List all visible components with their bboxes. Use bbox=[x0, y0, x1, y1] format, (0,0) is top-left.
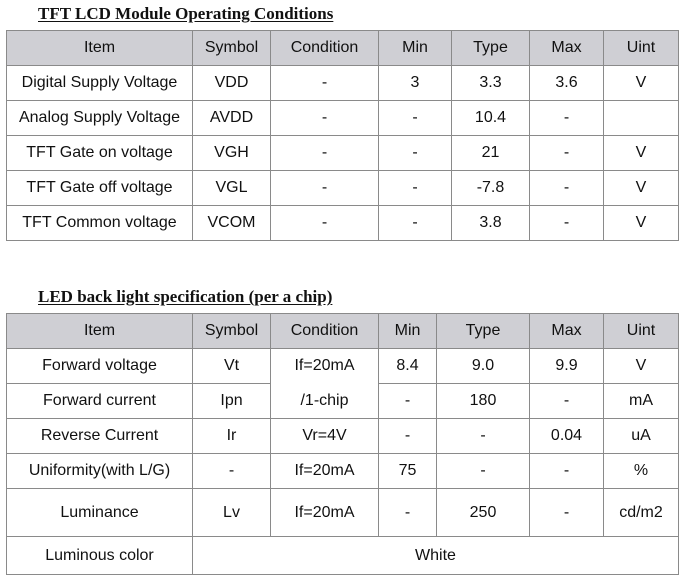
cell-max: 0.04 bbox=[530, 419, 604, 454]
cell-symbol: - bbox=[193, 454, 271, 489]
cell-min: - bbox=[379, 206, 452, 241]
cell-min: - bbox=[379, 489, 437, 537]
cell-min: - bbox=[379, 384, 437, 419]
cell-min: 8.4 bbox=[379, 349, 437, 384]
cell-max: 3.6 bbox=[530, 66, 604, 101]
table-row bbox=[7, 537, 679, 575]
cell-condition: - bbox=[271, 206, 379, 241]
cell-max: - bbox=[530, 101, 604, 136]
cell-min: - bbox=[379, 171, 452, 206]
cell-item: TFT Gate on voltage bbox=[7, 136, 193, 171]
table-row bbox=[7, 206, 679, 241]
table-row bbox=[7, 419, 679, 454]
cell-type: 21 bbox=[452, 136, 530, 171]
cell-item: Forward current bbox=[7, 384, 193, 419]
header-item: Item bbox=[7, 314, 193, 349]
cell-item: Analog Supply Voltage bbox=[7, 101, 193, 136]
cell-max: - bbox=[530, 206, 604, 241]
operating-conditions-title: TFT LCD Module Operating Conditions bbox=[38, 4, 334, 23]
header-min: Min bbox=[379, 31, 452, 66]
cell-max: - bbox=[530, 384, 604, 419]
header-max: Max bbox=[530, 31, 604, 66]
table-row bbox=[7, 454, 679, 489]
cell-max: - bbox=[530, 489, 604, 537]
cell-unit bbox=[604, 101, 679, 136]
header-min: Min bbox=[379, 314, 437, 349]
table-row bbox=[7, 349, 679, 384]
table-row bbox=[7, 384, 679, 419]
cell-item: Luminous color bbox=[7, 537, 193, 575]
cell-symbol: VCOM bbox=[193, 206, 271, 241]
cell-type: - bbox=[437, 419, 530, 454]
cell-item: Forward voltage bbox=[7, 349, 193, 384]
cell-item: Digital Supply Voltage bbox=[7, 66, 193, 101]
cell-unit: V bbox=[604, 349, 679, 384]
cell-item: Uniformity(with L/G) bbox=[7, 454, 193, 489]
cell-condition: Vr=4V bbox=[271, 419, 379, 454]
header-condition: Condition bbox=[271, 314, 379, 349]
table-header-row bbox=[7, 31, 679, 66]
cell-unit: mA bbox=[604, 384, 679, 419]
cell-max: - bbox=[530, 136, 604, 171]
cell-type: 3.3 bbox=[452, 66, 530, 101]
cell-condition: - bbox=[271, 66, 379, 101]
cell-symbol: AVDD bbox=[193, 101, 271, 136]
header-item: Item bbox=[7, 31, 193, 66]
cell-max: - bbox=[530, 454, 604, 489]
cell-condition: - bbox=[271, 171, 379, 206]
cell-symbol: Ir bbox=[193, 419, 271, 454]
table-row bbox=[7, 171, 679, 206]
cell-item: Luminance bbox=[7, 489, 193, 537]
header-type: Type bbox=[437, 314, 530, 349]
cell-type: 3.8 bbox=[452, 206, 530, 241]
cell-unit: % bbox=[604, 454, 679, 489]
cell-condition: - bbox=[271, 136, 379, 171]
cell-type: 250 bbox=[437, 489, 530, 537]
cell-max: - bbox=[530, 171, 604, 206]
operating-conditions-table bbox=[6, 30, 679, 241]
cell-min: - bbox=[379, 136, 452, 171]
cell-symbol: VGH bbox=[193, 136, 271, 171]
backlight-spec-table bbox=[6, 313, 679, 575]
cell-condition: - bbox=[271, 101, 379, 136]
header-type: Type bbox=[452, 31, 530, 66]
table-row bbox=[7, 66, 679, 101]
cell-item: Reverse Current bbox=[7, 419, 193, 454]
header-unit: Uint bbox=[604, 314, 679, 349]
cell-type: 180 bbox=[437, 384, 530, 419]
backlight-spec-title: LED back light specification (per a chip) bbox=[38, 287, 333, 306]
cell-symbol: VDD bbox=[193, 66, 271, 101]
cell-condition: If=20mA bbox=[271, 349, 379, 384]
cell-max: 9.9 bbox=[530, 349, 604, 384]
header-symbol: Symbol bbox=[193, 31, 271, 66]
cell-unit: V bbox=[604, 136, 679, 171]
header-unit: Uint bbox=[604, 31, 679, 66]
cell-type: 10.4 bbox=[452, 101, 530, 136]
cell-symbol: Ipn bbox=[193, 384, 271, 419]
cell-item: TFT Common voltage bbox=[7, 206, 193, 241]
cell-min: - bbox=[379, 419, 437, 454]
cell-symbol: Lv bbox=[193, 489, 271, 537]
cell-type: -7.8 bbox=[452, 171, 530, 206]
cell-type: - bbox=[437, 454, 530, 489]
cell-unit: V bbox=[604, 206, 679, 241]
cell-min: 75 bbox=[379, 454, 437, 489]
cell-symbol: Vt bbox=[193, 349, 271, 384]
cell-condition: If=20mA bbox=[271, 489, 379, 537]
cell-unit: cd/m2 bbox=[604, 489, 679, 537]
cell-min: 3 bbox=[379, 66, 452, 101]
header-max: Max bbox=[530, 314, 604, 349]
cell-min: - bbox=[379, 101, 452, 136]
table-row bbox=[7, 136, 679, 171]
cell-unit: uA bbox=[604, 419, 679, 454]
cell-type: 9.0 bbox=[437, 349, 530, 384]
cell-luminous-color: White bbox=[193, 537, 679, 575]
cell-symbol: VGL bbox=[193, 171, 271, 206]
header-symbol: Symbol bbox=[193, 314, 271, 349]
table-header-row bbox=[7, 314, 679, 349]
table-row bbox=[7, 101, 679, 136]
cell-condition: If=20mA bbox=[271, 454, 379, 489]
header-condition: Condition bbox=[271, 31, 379, 66]
table-row bbox=[7, 489, 679, 537]
cell-condition: /1-chip bbox=[271, 384, 379, 419]
cell-unit: V bbox=[604, 66, 679, 101]
cell-item: TFT Gate off voltage bbox=[7, 171, 193, 206]
cell-unit: V bbox=[604, 171, 679, 206]
